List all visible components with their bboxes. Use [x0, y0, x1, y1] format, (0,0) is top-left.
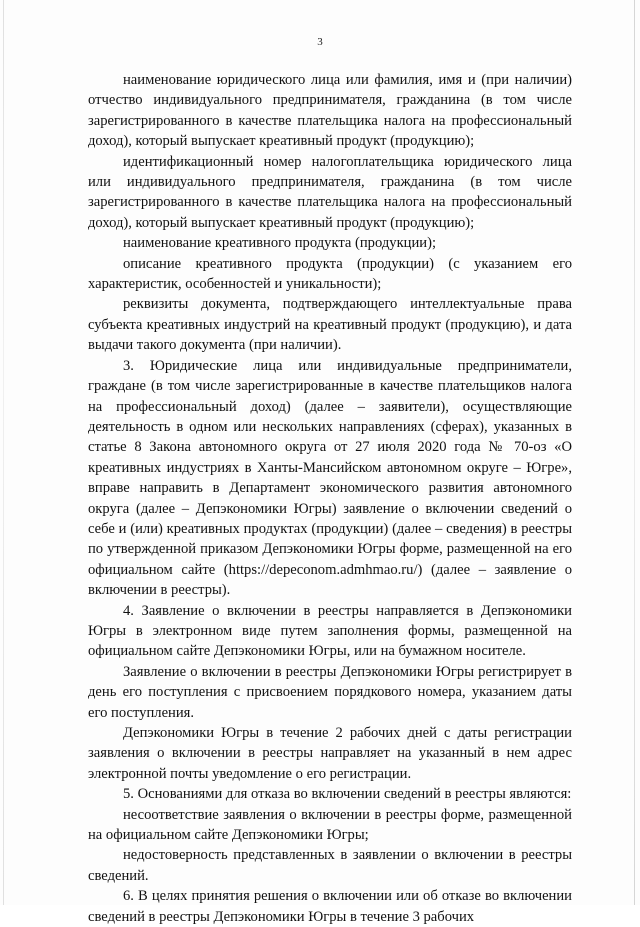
paragraph-section-4: 4. Заявление о включении в реестры направляется в Депэкономики Югры в электронном виде путем заполнения формы, размещенной на официальном сайте Депэкономики Югры, или на бумажном носителе.: [88, 602, 572, 660]
scan-edge-right: [634, 0, 635, 905]
paragraph-section-5: 5. Основаниями для отказа во включении сведений в реестры являются:: [123, 786, 572, 803]
paragraph: идентификационный номер налогоплательщика юридического лица или индивидуального предпринимателя, гражданина (в том числе зарегистрированного в качестве плательщика налога на профессиональный доход), который выпускает креативный продукт (продукцию);: [88, 153, 572, 231]
paragraph: несоответствие заявления о включении в реестры форме, размещенной на официальном сайте Депэкономики Югры;: [88, 806, 572, 844]
page-number: 3: [317, 36, 323, 48]
paragraph: наименование креативного продукта (продукции);: [123, 235, 437, 252]
paragraph: недостоверность представленных в заявлении о включении в реестры сведений.: [88, 847, 572, 884]
document-text: [88, 70, 572, 927]
scan-edge-left: [3, 0, 4, 905]
paragraph: Заявление о включении в реестры Депэкономики Югры регистрирует в день его поступления с присвоением порядкового номера, указанием даты его поступления.: [88, 663, 572, 721]
paragraph-section-6: 6. В целях принятия решения о включении или об отказе во включении сведений в реестры Депэкономики Югры в течение 3 рабочих: [88, 888, 572, 925]
paragraph-section-3: 3. Юридические лица или индивидуальные предприниматели, граждане (в том числе зарегистрированные в качестве плательщиков налога на профессиональный доход) (далее – заявители), осуществляющие деятельность в одном или нескольких направлениях (сферах), указанных в статье 8 Закона автономного округа от 27 июля 2020 года № 70-оз «О креативных индустриях в Ханты-Мансийском автономном округе – Югре», вправе направить в Департамент экономического развития автономного округа (далее – Депэкономики Югры) заявление о включении сведений о себе и (или) креативных продуктах (продукции) (далее – сведения) в реестры по утвержденной приказом Депэкономики Югры форме, размещенной на его официальном сайте (https://depeconom.admhmao.ru/) (далее – заявление о включении в реестры).: [88, 357, 572, 599]
paragraph: наименование юридического лица или фамилия, имя и (при наличии) отчество индивидуального предпринимателя, гражданина (в том числе зарегистрированного в качестве плательщика налога на профессиональный доход), который выпускает креативный продукт (продукцию);: [88, 72, 572, 150]
paragraph: Депэкономики Югры в течение 2 рабочих дней с даты регистрации заявления о включении в реестры направляет на указанный в нем адрес электронной почты уведомление о его регистрации.: [88, 725, 572, 782]
paragraph: реквизиты документа, подтверждающего интеллектуальные права субъекта креативных индустрий на креативный продукт (продукцию), и дата выдачи такого документа (при наличии).: [88, 296, 572, 354]
paragraph: описание креативного продукта (продукции) (с указанием его характеристик, особенностей и уникальности);: [88, 255, 572, 293]
